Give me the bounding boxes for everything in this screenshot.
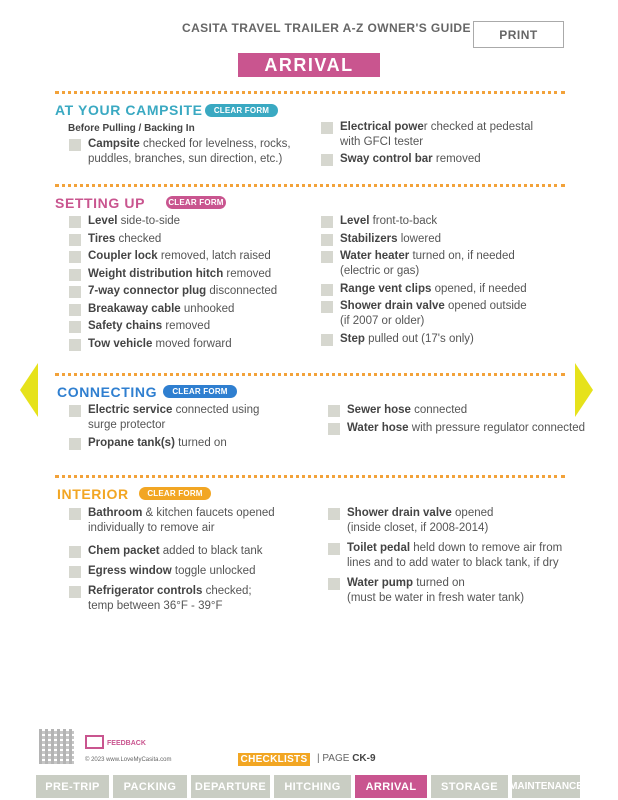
tab-pre-trip[interactable]: PRE-TRIP: [36, 775, 109, 798]
checklists-link[interactable]: CHECKLISTS: [238, 753, 310, 766]
list-item: Bathroom & kitchen faucets opened individually to remove air: [88, 507, 275, 534]
qr-code: [39, 729, 74, 764]
guide-title: CASITA TRAVEL TRAILER A-Z OWNER'S GUIDE: [182, 21, 471, 35]
tab-storage[interactable]: STORAGE: [431, 775, 508, 798]
clear-form-button-connecting[interactable]: CLEAR FORM: [163, 385, 237, 398]
checkbox-bathroom-faucets[interactable]: [69, 508, 81, 520]
checkbox-breakaway-cable[interactable]: [69, 304, 81, 316]
checkbox-electric-service[interactable]: [69, 405, 81, 417]
checkbox-7-way-plug[interactable]: [69, 286, 81, 298]
checkbox-refrigerator[interactable]: [69, 586, 81, 598]
list-item: Sewer hose connected: [347, 404, 468, 416]
list-item: Campsite checked for levelness, rocks, puddles, branches, sun direction, etc.): [88, 138, 291, 165]
checkbox-step[interactable]: [321, 334, 333, 346]
tab-arrival[interactable]: ARRIVAL: [355, 775, 427, 798]
clear-form-button-campsite[interactable]: CLEAR FORM: [205, 104, 278, 117]
section-heading-setting-up: SETTING UP: [55, 195, 146, 211]
checkbox-level-side[interactable]: [69, 216, 81, 228]
list-item: Electric service connected using surge protector: [88, 404, 260, 431]
list-item: Propane tank(s) turned on: [88, 437, 227, 449]
checkbox-water-pump[interactable]: [328, 578, 340, 590]
list-item: Step pulled out (17's only): [340, 333, 474, 345]
list-item: Water hose with pressure regulator connected: [347, 422, 585, 434]
checkbox-safety-chains[interactable]: [69, 321, 81, 333]
envelope-icon[interactable]: [85, 735, 104, 749]
section-divider: [55, 184, 565, 187]
list-item: Toilet pedal held down to remove air from lines and to add water to black tank, if dry: [347, 542, 563, 569]
section-divider: [55, 91, 565, 94]
checkbox-tow-vehicle[interactable]: [69, 339, 81, 351]
feedback-link[interactable]: FEEDBACK: [107, 740, 146, 747]
section-heading-connecting: CONNECTING: [57, 384, 158, 400]
list-item: Level front-to-back: [340, 215, 438, 227]
checkbox-electrical-power[interactable]: [321, 122, 333, 134]
list-item: Tow vehicle moved forward: [88, 338, 232, 350]
tab-maintenance[interactable]: MAINTENANCE: [512, 775, 580, 798]
tab-hitching[interactable]: HITCHING: [274, 775, 351, 798]
checkbox-campsite[interactable]: [69, 139, 81, 151]
list-item: Shower drain valve opened (inside closet, if 2008-2014): [347, 507, 494, 534]
clear-form-button-setting-up[interactable]: CLEAR FORM: [166, 196, 226, 209]
checkbox-level-front[interactable]: [321, 216, 333, 228]
list-item: Egress window toggle unlocked: [88, 565, 256, 577]
checkbox-weight-hitch[interactable]: [69, 269, 81, 281]
page-number: CK-9: [352, 753, 376, 764]
tab-departure[interactable]: DEPARTURE: [191, 775, 270, 798]
list-item: Tires checked: [88, 233, 162, 245]
clear-form-button-interior[interactable]: CLEAR FORM: [139, 487, 211, 500]
list-item: Safety chains removed: [88, 320, 211, 332]
checkbox-stabilizers[interactable]: [321, 234, 333, 246]
list-item: Chem packet added to black tank: [88, 545, 263, 557]
page-reference: | PAGE CK-9: [317, 753, 376, 764]
section-heading-campsite: AT YOUR CAMPSITE: [55, 102, 203, 118]
section-tab-bar: [36, 775, 583, 798]
checkbox-sewer-hose[interactable]: [328, 405, 340, 417]
list-item: Electrical power checked at pedestal with GFCI tester: [340, 121, 534, 148]
checkbox-coupler-lock[interactable]: [69, 251, 81, 263]
print-button[interactable]: PRINT: [473, 21, 564, 48]
page-title: ARRIVAL: [238, 53, 380, 77]
section-heading-interior: INTERIOR: [57, 486, 129, 502]
checkbox-sway-control[interactable]: [321, 154, 333, 166]
checkbox-shower-drain-outside[interactable]: [321, 301, 333, 313]
checkbox-tires[interactable]: [69, 234, 81, 246]
subhead-before-pulling: Before Pulling / Backing In: [68, 123, 195, 134]
checkbox-propane[interactable]: [69, 438, 81, 450]
list-item: Range vent clips opened, if needed: [340, 283, 527, 295]
checkbox-shower-drain-inside[interactable]: [328, 508, 340, 520]
list-item: Breakaway cable unhooked: [88, 303, 235, 315]
next-page-arrow-icon[interactable]: [575, 363, 593, 417]
copyright-text: © 2023 www.LoveMyCasita.com: [85, 757, 172, 763]
tab-packing[interactable]: PACKING: [113, 775, 187, 798]
list-item: Water pump turned on (must be water in fresh water tank): [347, 577, 525, 604]
list-item: Water heater turned on, if needed (electric or gas): [340, 250, 515, 277]
checkbox-chem-packet[interactable]: [69, 546, 81, 558]
list-item: 7-way connector plug disconnected: [88, 285, 278, 297]
checkbox-range-vent[interactable]: [321, 284, 333, 296]
list-item: Refrigerator controls checked; temp between 36°F - 39°F: [88, 585, 252, 612]
previous-page-arrow-icon[interactable]: [20, 363, 38, 417]
checkbox-toilet-pedal[interactable]: [328, 543, 340, 555]
section-divider: [55, 373, 565, 376]
section-divider: [55, 475, 565, 478]
checkbox-water-hose[interactable]: [328, 423, 340, 435]
list-item: Level side-to-side: [88, 215, 181, 227]
checkbox-water-heater[interactable]: [321, 251, 333, 263]
list-item: Weight distribution hitch removed: [88, 268, 272, 280]
list-item: Shower drain valve opened outside (if 2007 or older): [340, 300, 527, 327]
checkbox-egress-window[interactable]: [69, 566, 81, 578]
list-item: Stabilizers lowered: [340, 233, 441, 245]
list-item: Sway control bar removed: [340, 153, 481, 165]
list-item: Coupler lock removed, latch raised: [88, 250, 271, 262]
